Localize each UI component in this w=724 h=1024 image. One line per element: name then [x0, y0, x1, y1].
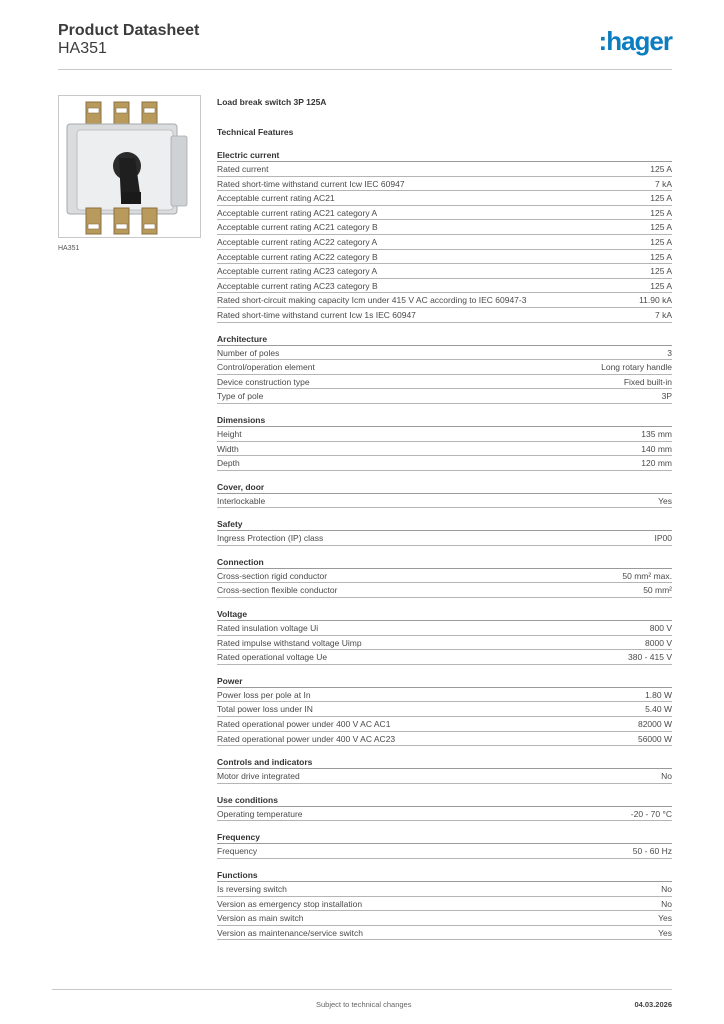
spec-value: No [661, 771, 672, 782]
spec-row [217, 569, 672, 584]
spec-row [217, 360, 672, 375]
spec-row [217, 177, 672, 192]
section-title: Connection [217, 555, 672, 569]
technical-features-title: Technical Features [217, 127, 294, 137]
spec-label: Rated operational power under 400 V AC AC1 [217, 719, 391, 730]
spec-value: -20 - 70 °C [630, 808, 672, 819]
spec-section [217, 480, 672, 509]
spec-section [217, 793, 672, 822]
spec-row [217, 621, 672, 636]
spec-value: 125 A [650, 266, 672, 277]
spec-row [217, 844, 672, 859]
spec-row [217, 191, 672, 206]
spec-value: 3 [667, 347, 672, 358]
spec-label: Operating temperature [217, 808, 303, 819]
spec-value: 56000 W [637, 733, 672, 744]
page-footer [52, 989, 672, 1019]
spec-value: 11.90 kA [639, 295, 672, 306]
spec-label: Version as main switch [217, 913, 304, 924]
spec-label: Type of pole [217, 391, 264, 402]
spec-section [217, 674, 672, 746]
spec-section [217, 555, 672, 598]
spec-row [217, 732, 672, 747]
spec-value: No [661, 884, 672, 894]
spec-row [217, 442, 672, 457]
spec-row [217, 911, 672, 926]
spec-value: 3P [661, 391, 672, 402]
spec-row [217, 389, 672, 404]
load-break-switch-illustration [59, 96, 201, 238]
spec-value: 8000 V [645, 637, 672, 648]
document-title: Product Datasheet [58, 22, 200, 39]
spec-value: 7 kA [654, 178, 672, 189]
spec-row [217, 375, 672, 390]
spec-row [217, 308, 672, 323]
spec-row [217, 926, 672, 941]
spec-label: Rated operational power under 400 V AC AC23 [217, 733, 396, 744]
section-title: Cover, door [217, 480, 672, 494]
spec-label: Rated short-circuit making capacity Icm under 415 V AC according to IEC 60947-3 [217, 295, 527, 306]
spec-value: 125 A [650, 207, 672, 218]
spec-label: Acceptable current rating AC22 category B [217, 251, 378, 262]
specifications [217, 96, 672, 949]
spec-label: Acceptable current rating AC23 category A [217, 266, 378, 277]
section-title: Voltage [217, 607, 672, 621]
spec-section [217, 332, 672, 404]
spec-value: 125 A [650, 164, 672, 174]
spec-label: Interlockable [217, 495, 266, 506]
spec-value: 7 kA [654, 309, 672, 320]
spec-value: 125 A [650, 193, 672, 204]
spec-label: Frequency [217, 846, 258, 857]
spec-value: 125 A [650, 251, 672, 262]
spec-label: Acceptable current rating AC21 [217, 193, 335, 204]
section-title: Use conditions [217, 793, 672, 807]
section-title: Functions [217, 868, 672, 882]
hager-logo: :hager [598, 26, 672, 56]
spec-row [217, 235, 672, 250]
section-title: Safety [217, 517, 672, 531]
spec-value: 800 V [649, 623, 672, 634]
spec-label: Number of poles [217, 347, 280, 358]
spec-label: Height [217, 428, 242, 439]
spec-value: Yes [658, 495, 672, 506]
spec-value: 380 - 415 V [628, 652, 672, 663]
spec-row [217, 427, 672, 442]
spec-row [217, 882, 672, 897]
spec-value: Yes [658, 913, 672, 924]
spec-label: Acceptable current rating AC22 category A [217, 236, 378, 247]
spec-label: Device construction type [217, 376, 310, 387]
footer-date: 04.03.2026 [634, 1000, 672, 1009]
spec-section [217, 755, 672, 784]
spec-label: Total power loss under IN [217, 704, 313, 715]
spec-value: 50 mm² [643, 585, 672, 596]
spec-label: Is reversing switch [217, 884, 287, 894]
image-caption: HA351 [58, 245, 80, 252]
spec-section [217, 148, 672, 323]
section-title: Power [217, 674, 672, 688]
spec-row [217, 456, 672, 471]
spec-label: Cross-section rigid conductor [217, 570, 328, 581]
section-title: Architecture [217, 332, 672, 346]
spec-label: Version as maintenance/service switch [217, 927, 363, 938]
spec-label: Rated short-time withstand current Icw IEC 60947 [217, 178, 405, 189]
spec-row [217, 206, 672, 221]
product-name: Load break switch 3P 125A [217, 97, 327, 107]
product-image [58, 95, 201, 238]
spec-row [217, 220, 672, 235]
spec-value: Fixed built-in [623, 376, 672, 387]
spec-row [217, 897, 672, 912]
spec-value: 140 mm [641, 443, 672, 454]
spec-value: 82000 W [637, 719, 672, 730]
spec-label: Ingress Protection (IP) class [217, 533, 324, 544]
section-title: Electric current [217, 148, 672, 162]
spec-value: 120 mm [641, 458, 672, 469]
spec-value: 125 A [650, 236, 672, 247]
spec-row [217, 650, 672, 665]
spec-value: 1.80 W [645, 689, 672, 700]
spec-label: Rated short-time withstand current Icw 1s IEC 60947 [217, 309, 416, 320]
spec-label: Acceptable current rating AC21 category A [217, 207, 378, 218]
spec-label: Version as emergency stop installation [217, 898, 363, 909]
spec-row [217, 494, 672, 509]
spec-value: 135 mm [641, 428, 672, 439]
spec-value: Long rotary handle [601, 362, 672, 373]
spec-value: 50 - 60 Hz [632, 846, 672, 857]
section-title: Frequency [217, 830, 672, 844]
page-header [58, 20, 672, 70]
spec-row [217, 717, 672, 732]
spec-value: Yes [658, 927, 672, 938]
spec-row [217, 702, 672, 717]
section-title: Controls and indicators [217, 755, 672, 769]
spec-row [217, 807, 672, 822]
spec-section [217, 607, 672, 665]
spec-row [217, 346, 672, 361]
spec-sections [217, 148, 672, 940]
spec-label: Control/operation element [217, 362, 315, 373]
spec-section [217, 830, 672, 859]
spec-row [217, 264, 672, 279]
spec-label: Acceptable current rating AC21 category B [217, 222, 378, 233]
spec-row [217, 279, 672, 294]
spec-value: No [661, 898, 672, 909]
footer-note: Subject to technical changes [316, 1000, 412, 1009]
spec-section [217, 868, 672, 940]
spec-label: Rated insulation voltage Ui [217, 623, 319, 634]
spec-label: Rated operational voltage Ue [217, 652, 328, 663]
spec-row [217, 293, 672, 308]
section-title: Dimensions [217, 413, 672, 427]
spec-value: 50 mm² max. [622, 570, 672, 581]
spec-section [217, 517, 672, 546]
spec-label: Motor drive integrated [217, 771, 300, 782]
spec-row [217, 162, 672, 177]
spec-section [217, 413, 672, 471]
product-code: HA351 [58, 40, 107, 57]
spec-row [217, 531, 672, 546]
spec-label: Cross-section flexible conductor [217, 585, 338, 596]
spec-row [217, 583, 672, 598]
spec-label: Rated impulse withstand voltage Uimp [217, 637, 362, 648]
spec-value: 125 A [650, 222, 672, 233]
spec-label: Width [217, 443, 239, 454]
spec-row [217, 688, 672, 703]
spec-value: 5.40 W [645, 704, 672, 715]
spec-row [217, 636, 672, 651]
spec-row [217, 769, 672, 784]
spec-label: Power loss per pole at In [217, 689, 311, 700]
spec-label: Depth [217, 458, 240, 469]
spec-value: 125 A [650, 280, 672, 291]
spec-label: Acceptable current rating AC23 category B [217, 280, 378, 291]
spec-row [217, 250, 672, 265]
spec-label: Rated current [217, 164, 269, 174]
spec-value: IP00 [654, 533, 672, 544]
